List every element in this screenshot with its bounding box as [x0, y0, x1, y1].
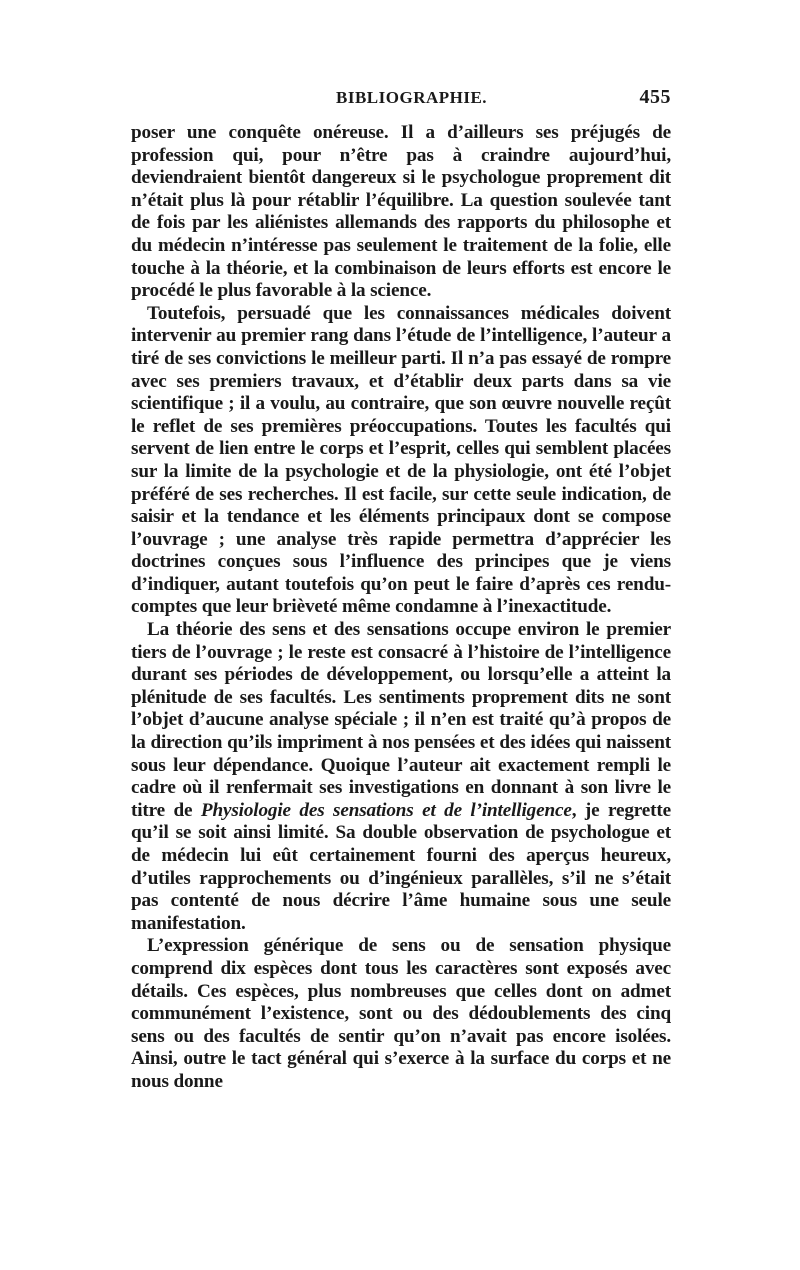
running-head [131, 88, 671, 114]
paragraph-2: Toutefois, persuadé que les connaissances médicales doivent intervenir au premier rang dans l’étude de l’intelligence, l’auteur a tiré de ses convictions le meilleur parti. Il n’a pas essayé de rompre avec ses premiers travaux, et d’établir deux parts dans sa vie scientifique ; il a voulu, au contraire, que son œuvre nouvelle reçût le reflet de ses premières préoccupations. Toutes les facultés qui servent de lien entre le corps et l’esprit, celles qui semblent placées sur la limite de la psychologie et de la physiologie, ont été l’objet préféré de ses recherches. Il est facile, sur cette seule indication, de saisir et la tendance et les éléments principaux dont se compose l’ouvrage ; une analyse très rapide permettra d’apprécier les doctrines conçues sous l’influence des principes que je viens d’indiquer, autant toutefois qu’on peut le faire d’après ces rendu-comptes que leur brièveté même condamne à l’inexactitude. [131, 302, 671, 618]
book-page [131, 88, 671, 1094]
paragraph-4: L’expression générique de sens ou de sensation physique comprend dix espèces dont tous les caractères sont exposés avec détails. Ces espèces, plus nombreuses que celles dont on admet communément l’existence, sont ou des dédoublements des cinq sens ou des facultés de sentir qu’on n’avait pas encore isolées. Ainsi, outre le tact général qui s’exerce à la surface du corps et ne nous donne [131, 935, 671, 1092]
paragraph-3-text-before: La théorie des sens et des sensations occupe environ le premier tiers de l’ouvrage ; le reste est consacré à l’histoire de l’intelligence durant ses périodes de développement, ou lorsqu’elle a atteint la plénitude de ses facultés. Les sentiments proprement dits ne sont l’objet d’aucune analyse spéciale ; il n’en est traité qu’à propos de la direction qu’ils impriment à nos pensées et des idées qui naissent sous leur dépendance. Quoique l’auteur ait exactement rempli le cadre où il renfermait ses investigations en donnant à son livre le titre de [131, 619, 671, 821]
body-text [131, 122, 671, 1094]
running-title: BIBLIOGRAPHIE. [336, 88, 488, 107]
paragraph-3 [131, 619, 671, 935]
paragraph-3-text-after: , je regrette qu’il se soit ainsi limité. Sa double observation de psychologue et de médecin lui eût certainement fourni des aperçus heureux, d’utiles rapprochements ou d’ingénieux parallèles, s’il ne s’était pas contenté de nous décrire l’âme humaine sous une seule manifestation. [131, 799, 671, 934]
paragraph-1: poser une conquête onéreuse. Il a d’ailleurs ses préjugés de profession qui, pour n’être pas à craindre aujourd’hui, deviendraient bientôt dangereux si le psychologue proprement dit n’était plus là pour rétablir l’équilibre. La question soulevée tant de fois par les aliénistes allemands des rapports du philosophe et du médecin n’intéresse pas seulement le traitement de la folie, elle touche à la théorie, et la combinaison de leurs efforts est encore le procédé le plus favorable à la science. [131, 122, 671, 302]
page-number: 455 [639, 86, 671, 108]
book-title-italic: Physiologie des sensations et de l’intelligence [200, 799, 572, 821]
